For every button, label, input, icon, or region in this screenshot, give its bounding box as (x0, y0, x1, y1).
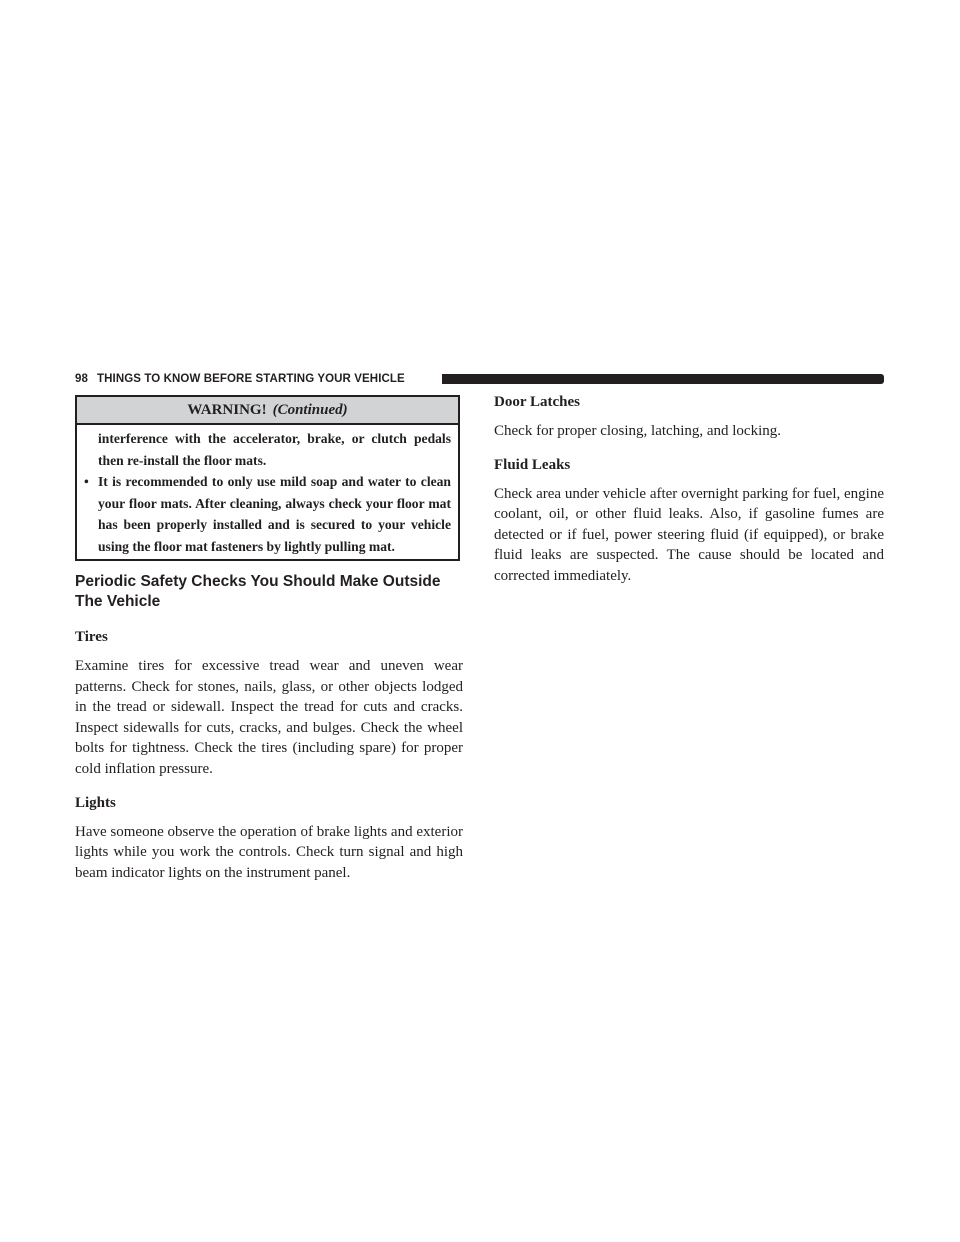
warning-bullet-text: It is recommended to only use mild soap and water to clean your floor mats. After cleaning, always check your floor mat has been properly installed and is secured to your vehicle using the floor mat fasteners by lightly pulling mat. (98, 474, 451, 554)
warning-continued-label: (Continued) (272, 402, 348, 418)
fluid-leaks-heading: Fluid Leaks (494, 456, 571, 473)
warning-body (77, 425, 458, 557)
tires-text: Examine tires for excessive tread wear and uneven wear patterns. Check for stones, nails, glass, or other objects lodged in the tread or sidewall. Inspect the tread for cuts and cracks. Inspect sidewalls for cuts, cracks, and bulges. Check the wheel bolts for tightness. Check the tires (including spare) for proper cold inflation pressure. (75, 658, 463, 777)
running-head (75, 372, 884, 386)
warning-header (77, 397, 458, 425)
warning-bullet-item (84, 471, 451, 557)
right-column (494, 392, 884, 600)
chapter-title: THINGS TO KNOW BEFORE STARTING YOUR VEHICLE (97, 373, 405, 385)
warning-box (75, 395, 460, 561)
door-latches-heading: Door Latches (494, 394, 580, 410)
section-heading: Periodic Safety Checks You Should Make Outside The Vehicle (75, 573, 441, 610)
warning-label: WARNING! (187, 402, 267, 418)
lights-text: Have someone observe the operation of brake lights and exterior lights while you work the controls. Check turn signal and high beam indicator lights on the instrument panel. (75, 823, 463, 881)
fluid-leaks-text: Check area under vehicle after overnight parking for fuel, engine coolant, oil, or other fluid leaks. Also, if gasoline fumes are detected or if fuel, power steering fluid (if equipped), or brake fluid leaks are suspected. The cause should be located and corrected immediately. (494, 485, 884, 584)
page-number: 98 (75, 373, 88, 385)
door-latches-text: Check for proper closing, latching, and locking. (494, 423, 782, 439)
tires-heading: Tires (75, 629, 108, 645)
left-column (75, 572, 463, 896)
lights-heading: Lights (75, 794, 116, 811)
header-rule (442, 374, 884, 384)
warning-continued-text: interference with the accelerator, brake, or clutch pedals then re-install the floor mats. (98, 431, 451, 468)
bullet-icon: • (84, 474, 89, 489)
